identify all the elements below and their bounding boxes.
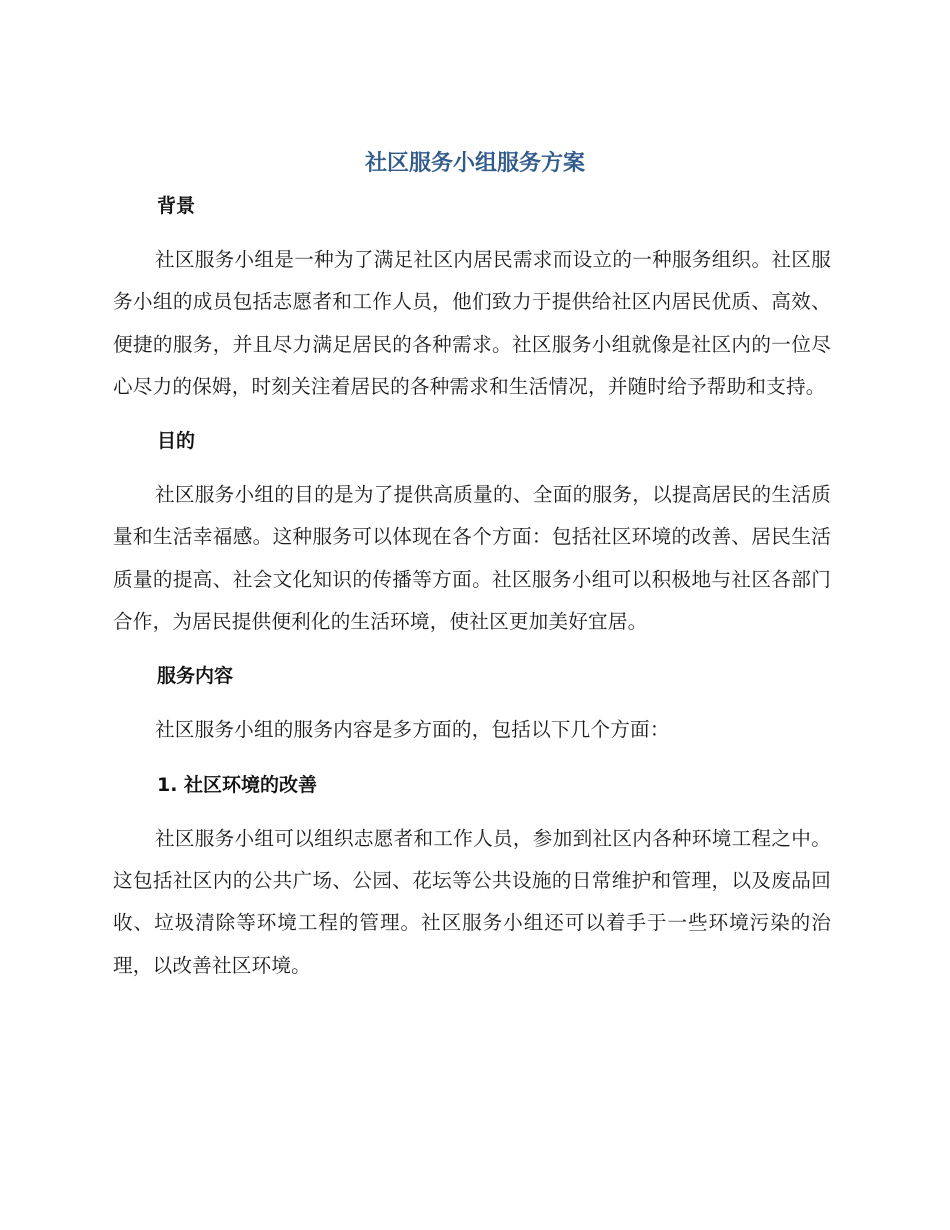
document-body [113,190,831,987]
section-heading-background: 背景 [157,195,196,217]
section-paragraph-background: 社区服务小组是一种为了满足社区内居民需求而设立的一种服务组织。社区服务小组的成员包括志愿者和工作人员，他们致力于提供给社区内居民优质、高效、便捷的服务，并且尽力满足居民的各种需求。社区服务小组就像是社区内的一位尽心尽力的保姆，时刻关注着居民的各种需求和生活情况，并随时给予帮助和支持。 [113,248,831,398]
document-title: 社区服务小组服务方案 [364,151,585,176]
section-paragraph-goal: 社区服务小组的目的是为了提供高质量的、全面的服务，以提高居民的生活质量和生活幸福感。这种服务可以体现在各个方面：包括社区环境的改善、居民生活质量的提高、社会文化知识的传播等方面。社区服务小组可以积极地与社区各部门合作，为居民提供便利化的生活环境，使社区更加美好宜居。 [113,483,831,634]
section-paragraph-environment: 社区服务小组可以组织志愿者和工作人员，参加到社区内各种环境工程之中。这包括社区内的公共广场、公园、花坛等公共设施的日常维护和管理，以及废品回收、垃圾清除等环境工程的管理。社区服务小组还可以着手于一些环境污染的治理，以改善社区环境。 [113,826,831,977]
section-heading-environment: 1. 社区环境的改善 [157,773,318,796]
section-heading-goal: 目的 [157,430,196,453]
section-heading-service: 服务内容 [157,665,234,688]
section-paragraph-service: 社区服务小组的服务内容是多方面的，包括以下几个方面： [155,718,670,742]
